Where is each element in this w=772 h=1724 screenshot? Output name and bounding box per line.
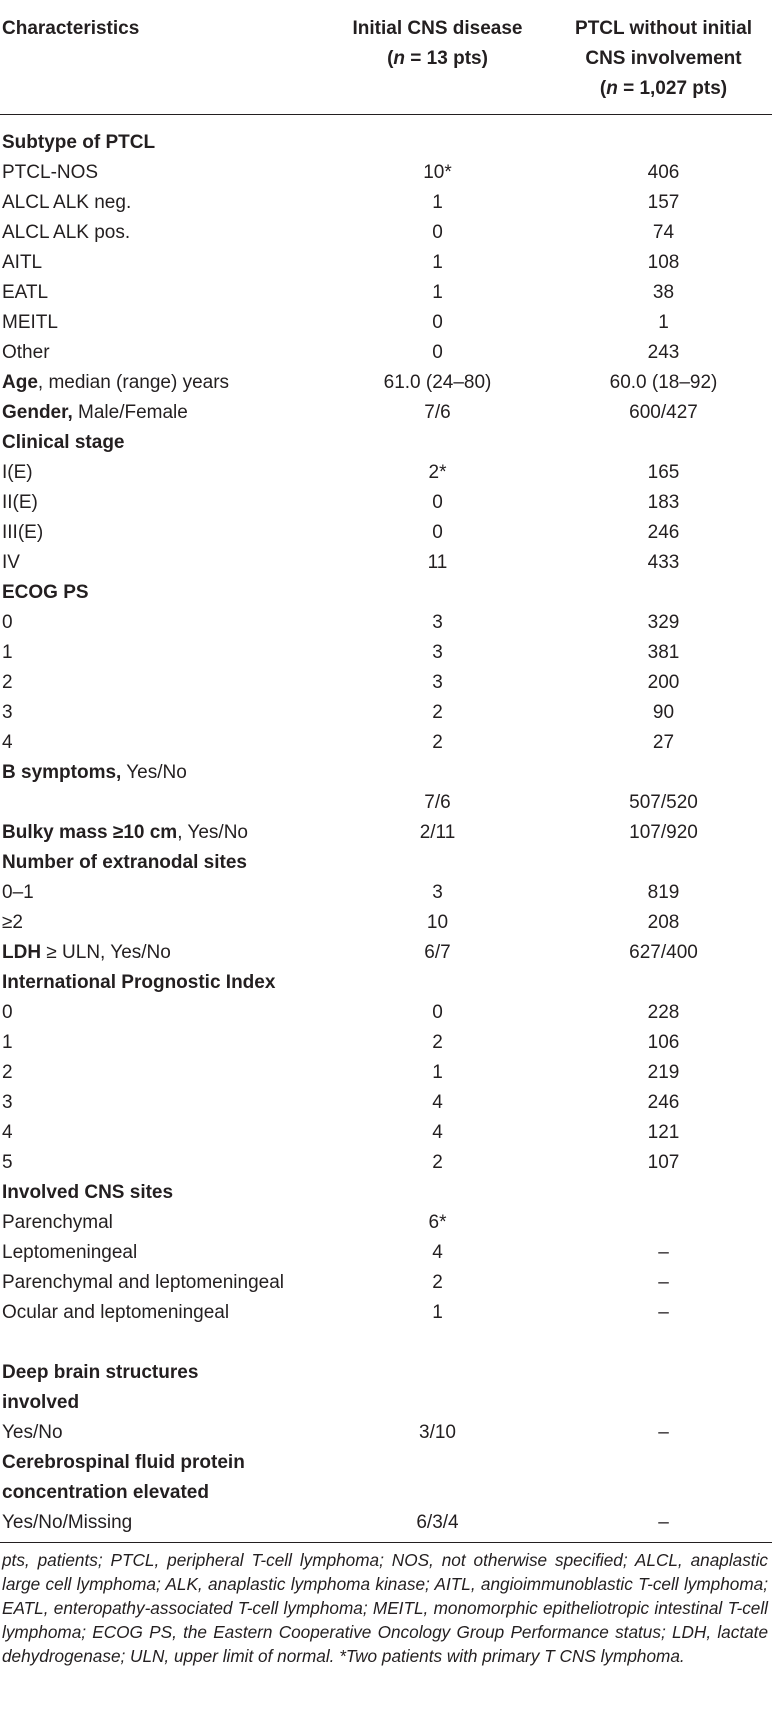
table-row (0, 848, 772, 878)
table-row (0, 1118, 772, 1148)
row-bold-label: ECOG PS (2, 582, 89, 603)
row-ptcl-value: 600/427 (629, 402, 698, 423)
table-row (0, 548, 772, 578)
row-ptcl-value: 121 (647, 1122, 680, 1143)
table-row (0, 1418, 772, 1448)
row-characteristic (2, 278, 48, 308)
table-row (0, 128, 772, 158)
row-ptcl-value: 27 (652, 732, 675, 753)
table-row (0, 398, 772, 428)
row-characteristic (2, 1298, 229, 1328)
table-header (0, 0, 772, 114)
row-label: Other (2, 342, 50, 363)
row-characteristic (2, 248, 42, 278)
row-ptcl-value: 507/520 (629, 792, 698, 813)
row-bold-label: Gender, (2, 402, 73, 423)
header-initial-cns-title: Initial CNS disease (352, 18, 523, 39)
row-label: 0 (2, 1002, 13, 1023)
table-row (0, 278, 772, 308)
row-ptcl-value: 106 (647, 1032, 680, 1053)
row-characteristic (2, 488, 38, 518)
row-ptcl-value: 627/400 (629, 942, 698, 963)
table-row (0, 1058, 772, 1088)
table-row (0, 368, 772, 398)
row-label: 4 (2, 1122, 13, 1143)
row-bold-label: International Prognostic Index (2, 972, 276, 993)
row-characteristic (2, 1358, 198, 1388)
row-initial-cns-value: 6* (428, 1212, 447, 1233)
header-initial-cns-open-paren: ( (387, 48, 394, 69)
row-characteristic (2, 908, 23, 938)
row-ptcl-value: 433 (647, 552, 680, 573)
row-initial-cns-value: 0 (432, 312, 443, 333)
table-row (0, 1448, 772, 1478)
row-characteristic (2, 578, 89, 608)
table-row (0, 758, 772, 788)
row-label: Male/Female (72, 402, 188, 423)
row-ptcl-value: 157 (647, 192, 680, 213)
table-row (0, 1358, 772, 1388)
row-label: AITL (2, 252, 43, 273)
row-bold-label: B symptoms, (2, 762, 122, 783)
row-label: 2 (2, 1062, 13, 1083)
row-initial-cns-value: 61.0 (24–80) (383, 372, 492, 393)
row-label: Yes/No/Missing (2, 1512, 133, 1533)
row-initial-cns-value: 6/3/4 (416, 1512, 459, 1533)
row-initial-cns-value: 10* (423, 162, 452, 183)
row-label: 0–1 (2, 882, 34, 903)
header-initial-cns-n: n (393, 48, 406, 69)
row-characteristic (2, 698, 13, 728)
row-initial-cns-value: 2* (428, 462, 447, 483)
row-initial-cns-value: 0 (432, 1002, 443, 1023)
row-initial-cns-value: 2 (432, 702, 443, 723)
row-initial-cns-value: 2 (432, 1152, 443, 1173)
row-ptcl-value: 246 (647, 1092, 680, 1113)
row-characteristic (2, 368, 229, 398)
row-characteristic (2, 1508, 132, 1538)
row-ptcl-value: 38 (652, 282, 675, 303)
row-initial-cns-value: 2 (432, 732, 443, 753)
row-characteristic (2, 938, 171, 968)
row-ptcl-value: 107/920 (629, 822, 698, 843)
row-characteristic (2, 428, 125, 458)
row-characteristic (2, 1028, 13, 1058)
row-initial-cns-value: 2 (432, 1032, 443, 1053)
row-label: Leptomeningeal (2, 1242, 138, 1263)
row-label: Yes/No (121, 762, 187, 783)
row-characteristic (2, 128, 155, 158)
row-label: ≥2 (2, 912, 23, 933)
row-ptcl-value: 108 (647, 252, 680, 273)
row-label: 0 (2, 612, 13, 633)
row-initial-cns-value: 0 (432, 492, 443, 513)
row-ptcl-value: 60.0 (18–92) (609, 372, 718, 393)
row-characteristic (2, 1058, 13, 1088)
table-row (0, 698, 772, 728)
row-ptcl-value: 200 (647, 672, 680, 693)
row-bold-label: involved (2, 1392, 80, 1413)
table-row (0, 1298, 772, 1328)
row-ptcl-value: 243 (647, 342, 680, 363)
table-row (0, 878, 772, 908)
row-characteristic (2, 1148, 13, 1178)
table-row (0, 1148, 772, 1178)
row-initial-cns-value: 1 (432, 192, 443, 213)
row-initial-cns-value: 6/7 (424, 942, 451, 963)
table-row (0, 908, 772, 938)
table-row (0, 1388, 772, 1418)
row-initial-cns-value: 11 (427, 552, 448, 573)
row-characteristic (2, 1178, 173, 1208)
row-initial-cns-value: 0 (432, 522, 443, 543)
row-initial-cns-value: 7/6 (424, 792, 451, 813)
row-initial-cns-value: 3 (432, 612, 443, 633)
row-bold-label: Number of extranodal sites (2, 852, 247, 873)
header-initial-cns (320, 14, 555, 74)
row-initial-cns-value: 1 (432, 1062, 443, 1083)
table-row (0, 998, 772, 1028)
row-initial-cns-value: 0 (432, 222, 443, 243)
row-characteristic (2, 758, 187, 788)
row-initial-cns-value: 4 (432, 1092, 443, 1113)
row-bold-label: Age (2, 372, 38, 393)
row-characteristic (2, 1268, 284, 1298)
table-row (0, 158, 772, 188)
row-label: 3 (2, 702, 13, 723)
table-row (0, 338, 772, 368)
table-row (0, 938, 772, 968)
row-bold-label: Involved CNS sites (2, 1182, 174, 1203)
footer-rule (0, 1542, 772, 1543)
table-row (0, 608, 772, 638)
table-row (0, 1028, 772, 1058)
row-characteristic (2, 1208, 113, 1238)
row-characteristic (2, 968, 275, 998)
row-label: Ocular and leptomeningeal (2, 1302, 230, 1323)
header-ptcl-without-cns (555, 14, 772, 104)
row-ptcl-value: 406 (647, 162, 680, 183)
table-row (0, 968, 772, 998)
table-row (0, 1238, 772, 1268)
header-rule (0, 114, 772, 115)
table-row (0, 218, 772, 248)
header-ptcl-line2: CNS involvement (585, 48, 742, 69)
row-ptcl-value: 228 (647, 1002, 680, 1023)
row-label: Yes/No (2, 1422, 63, 1443)
row-label: , Yes/No (177, 822, 248, 843)
row-ptcl-value: – (658, 1242, 669, 1263)
row-label: ≥ ULN, Yes/No (41, 942, 171, 963)
header-ptcl-count (555, 74, 772, 104)
table-body (0, 128, 772, 1538)
row-ptcl-value: 819 (647, 882, 680, 903)
row-label: Parenchymal and leptomeningeal (2, 1272, 285, 1293)
row-ptcl-value: 74 (652, 222, 675, 243)
row-initial-cns-value: 4 (432, 1122, 443, 1143)
row-label: IV (2, 552, 20, 573)
row-initial-cns-value: 0 (432, 342, 443, 363)
row-ptcl-value: 208 (647, 912, 680, 933)
row-characteristic (2, 1388, 79, 1418)
row-characteristic (2, 1088, 13, 1118)
table-row (0, 578, 772, 608)
row-characteristic (2, 518, 43, 548)
table-row (0, 818, 772, 848)
table-row (0, 1268, 772, 1298)
table-row (0, 1508, 772, 1538)
row-characteristic (2, 638, 13, 668)
header-initial-cns-total: = 13 pts) (405, 48, 488, 69)
table-row (0, 1208, 772, 1238)
row-ptcl-value: – (658, 1422, 669, 1443)
row-initial-cns-value: 2 (432, 1272, 443, 1293)
row-label: , median (range) years (37, 372, 230, 393)
table-row (0, 248, 772, 278)
row-ptcl-value: 107 (647, 1152, 680, 1173)
row-ptcl-value: 219 (647, 1062, 680, 1083)
row-initial-cns-value: 3/10 (419, 1422, 456, 1443)
row-label: 1 (2, 642, 13, 663)
row-initial-cns-value: 3 (432, 882, 443, 903)
header-ptcl-open-paren: ( (599, 78, 607, 99)
row-label: 3 (2, 1092, 13, 1113)
table-row (0, 518, 772, 548)
row-initial-cns-value: 3 (432, 672, 443, 693)
row-bold-label: Bulky mass ≥10 cm (2, 822, 178, 843)
table-row (0, 1478, 772, 1508)
table-row (0, 308, 772, 338)
row-characteristic (2, 398, 188, 428)
row-initial-cns-value: 7/6 (424, 402, 451, 423)
row-ptcl-value: – (658, 1272, 669, 1293)
row-characteristic (2, 1238, 137, 1268)
row-ptcl-value: 329 (647, 612, 680, 633)
row-characteristic (2, 998, 13, 1028)
row-ptcl-value: – (658, 1302, 669, 1323)
table-row (0, 728, 772, 758)
row-label: ALCL ALK pos. (2, 222, 131, 243)
row-initial-cns-value: 1 (432, 252, 443, 273)
row-label: PTCL-NOS (2, 162, 99, 183)
row-characteristic (2, 818, 248, 848)
table-row (0, 668, 772, 698)
row-characteristic (2, 728, 13, 758)
row-ptcl-value: 165 (647, 462, 680, 483)
header-ptcl-line1: PTCL without initial (575, 18, 752, 39)
row-ptcl-value: 183 (647, 492, 680, 513)
row-label: 2 (2, 672, 13, 693)
row-characteristic (2, 1478, 209, 1508)
row-characteristic (2, 608, 13, 638)
row-label: II(E) (2, 492, 38, 513)
row-characteristic (2, 218, 130, 248)
row-initial-cns-value: 2/11 (419, 822, 456, 843)
table-row (0, 1088, 772, 1118)
row-label: I(E) (2, 462, 33, 483)
row-label: ALCL ALK neg. (2, 192, 132, 213)
row-bold-label: Clinical stage (2, 432, 125, 453)
table-row (0, 1178, 772, 1208)
row-label: MEITL (2, 312, 58, 333)
header-ptcl-total: = 1,027 pts) (617, 78, 728, 99)
header-characteristics: Characteristics (2, 18, 140, 39)
table-row (0, 638, 772, 668)
row-characteristic (2, 1448, 245, 1478)
row-initial-cns-value: 1 (432, 282, 443, 303)
row-initial-cns-value: 3 (432, 642, 443, 663)
row-bold-label: Deep brain structures (2, 1362, 199, 1383)
table-row (0, 788, 772, 818)
row-characteristic (2, 338, 50, 368)
row-ptcl-value: – (658, 1512, 669, 1533)
row-characteristic (2, 848, 247, 878)
row-ptcl-value: 90 (652, 702, 675, 723)
table-row (0, 458, 772, 488)
row-characteristic (2, 188, 131, 218)
row-characteristic (2, 668, 13, 698)
table-row (0, 188, 772, 218)
row-label: 5 (2, 1152, 13, 1173)
header-ptcl-n: n (606, 78, 618, 99)
row-characteristic (2, 1118, 13, 1148)
row-characteristic (2, 308, 58, 338)
row-characteristic (2, 158, 98, 188)
row-characteristic (2, 1418, 63, 1448)
row-characteristic (2, 548, 20, 578)
row-ptcl-value: 1 (658, 312, 669, 333)
row-initial-cns-value: 4 (432, 1242, 443, 1263)
row-bold-label: concentration elevated (2, 1482, 209, 1503)
row-label: 4 (2, 732, 13, 753)
header-initial-cns-count (320, 44, 555, 74)
row-label: EATL (2, 282, 49, 303)
row-ptcl-value: 246 (647, 522, 680, 543)
table-footnote: pts, patients; PTCL, peripheral T-cell lymphoma; NOS, not otherwise specified; ALCL, anaplastic large cell lymphoma; ALK, anaplastic lymphoma kinase; AITL, angioimmunoblastic T-cell lymphoma; EATL, enteropathy-associated T-cell lymphoma; MEITL, monomorphic epitheliotropic intestinal T-cell lymphoma; ECOG PS, the Eastern Cooperative Oncology Group Performance status; LDH, lactate dehydrogenase; ULN, upper limit of normal. *Two patients with primary T CNS lymphoma. (2, 1550, 768, 1666)
row-initial-cns-value: 10 (426, 912, 449, 933)
row-bold-label: LDH (2, 942, 42, 963)
row-characteristic (2, 878, 34, 908)
table-row (0, 488, 772, 518)
row-label: Parenchymal (2, 1212, 113, 1233)
row-initial-cns-value: 1 (432, 1302, 443, 1323)
table-row (0, 1328, 772, 1358)
row-label: III(E) (2, 522, 44, 543)
table-row (0, 428, 772, 458)
row-label: 1 (2, 1032, 13, 1053)
row-bold-label: Subtype of PTCL (2, 132, 156, 153)
row-bold-label: Cerebrospinal fluid protein (2, 1452, 245, 1473)
row-ptcl-value: 381 (647, 642, 680, 663)
row-characteristic (2, 458, 33, 488)
